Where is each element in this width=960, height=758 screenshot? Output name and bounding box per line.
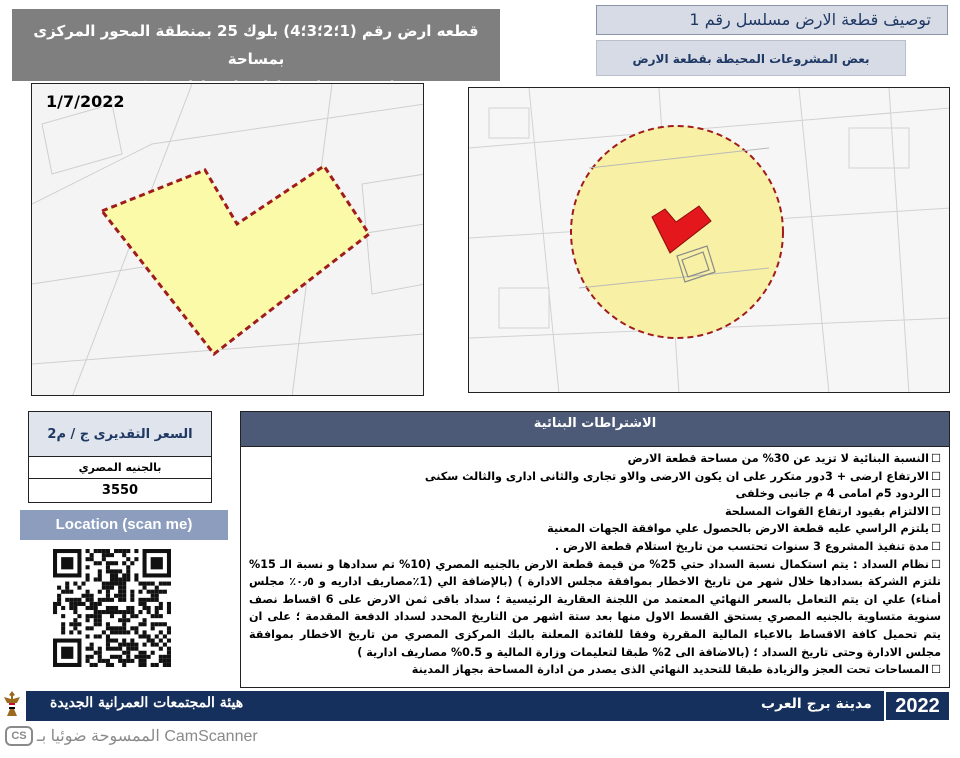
camscanner-logo-icon: CS bbox=[5, 726, 33, 746]
location-qr-code[interactable] bbox=[53, 549, 171, 667]
plot-map bbox=[31, 83, 424, 396]
condition-item: ☐ يلتزم الراسي عليه قطعة الارض بالحصول علي موافقة الجهات المعنية bbox=[249, 520, 941, 538]
plot-description-box bbox=[12, 9, 500, 81]
watermark-text: CamScanner الممسوحة ضوئيا بـ bbox=[37, 728, 258, 745]
footer-organization: هيئة المجتمعات العمرانية الجديدة bbox=[50, 695, 244, 711]
building-conditions-list bbox=[240, 447, 950, 688]
payment-terms-item: ☐ نظام السداد : يتم استكمال نسبة السداد حتي 25% من قيمة قطعة الارض بالجنيه المصري (10% تم سدادها و نسبة الـ 15% تلتزم الشركة بسدادها خلال شهر من تاريخ الاخطار بموافقة مجلس الادارة ) (بالإضافة الي (1٪مصاريف اداريه و ٠٫٥٪ مجلس أمناء) علي ان يتم التعامل بالسعر النهائي المعتمد من اللجنة العقارية الرئيسية ؛ سداد باقى ثمن الارض على 6 اقساط نصف سنوية متساوية بالجنيه المصري يستحق القسط الاول منها بعد ستة اشهر من التاريخ المحدد لسداد الدفعة المقدمة ؛ على ان يتم تحميل كافة الاقساط بالاعباء المالية المقررة وفقا للفائدة المعلنة بالبك المركزى المصري من تاريخ الاخطار بموافقة مجلس الادارة وحتى تاريخ السداد ؛ (بالاضافة الى 2% طبقا لتعليمات وزارة المالية و 0.5% مصاريف ادارية ) bbox=[249, 556, 941, 662]
condition-item: ☐ الارتفاع ارضى + 3دور متكرر على ان يكون الارضى والاو تجارى والثانى ادارى والثالث سكنى bbox=[249, 468, 941, 486]
footer-bar bbox=[26, 691, 950, 721]
map-date: 1/7/2022 bbox=[46, 92, 125, 111]
condition-item: ☐ الالتزام بقيود ارتفاع القوات المسلحة bbox=[249, 503, 941, 521]
footer-city: مدينة برج العرب bbox=[761, 696, 872, 712]
scanner-watermark bbox=[5, 724, 258, 748]
price-value: 3550 bbox=[101, 483, 139, 498]
surroundings-map bbox=[468, 87, 950, 393]
building-conditions-title: الاشتراطات البنائية bbox=[240, 411, 950, 447]
plot-map-drawing bbox=[32, 84, 424, 396]
plot-title: توصيف قطعة الارض مسلسل رقم 1 bbox=[596, 5, 948, 35]
price-currency: بالجنيه المصري bbox=[29, 457, 211, 479]
surroundings-map-drawing bbox=[469, 88, 950, 393]
price-table bbox=[28, 411, 212, 503]
footer-year: 2022 bbox=[884, 690, 951, 722]
condition-item: ☐ الردود 5م امامى 4 م جانبى وخلفى bbox=[249, 485, 941, 503]
plot-description-line1: قطعه ارض رقم (1؛2؛3؛4) بلوك 25 بمنطقة المحور المركزى بمساحة bbox=[33, 22, 479, 68]
price-header: السعر التقديرى ج / م2 bbox=[29, 412, 211, 457]
condition-item: ☐ المساحات تحت العجز والزيادة طبقا للتحديد النهائي الذى يصدر من ادارة المساحة بجهاز المدينة bbox=[249, 661, 941, 679]
condition-item: ☐ مدة تنفيذ المشروع 3 سنوات تحتسب من تاريخ استلام قطعة الارض . bbox=[249, 538, 941, 556]
condition-item: ☐ النسبة البنائية لا تزيد عن 30% من مساحة قطعة الارض bbox=[249, 450, 941, 468]
egypt-eagle-emblem-icon bbox=[1, 689, 23, 719]
nearby-projects-label: بعض المشروعات المحيطة بقطعة الارض bbox=[596, 40, 906, 76]
location-scan-button[interactable]: Location (scan me) bbox=[20, 510, 228, 540]
land-plot-boundary bbox=[102, 166, 369, 354]
